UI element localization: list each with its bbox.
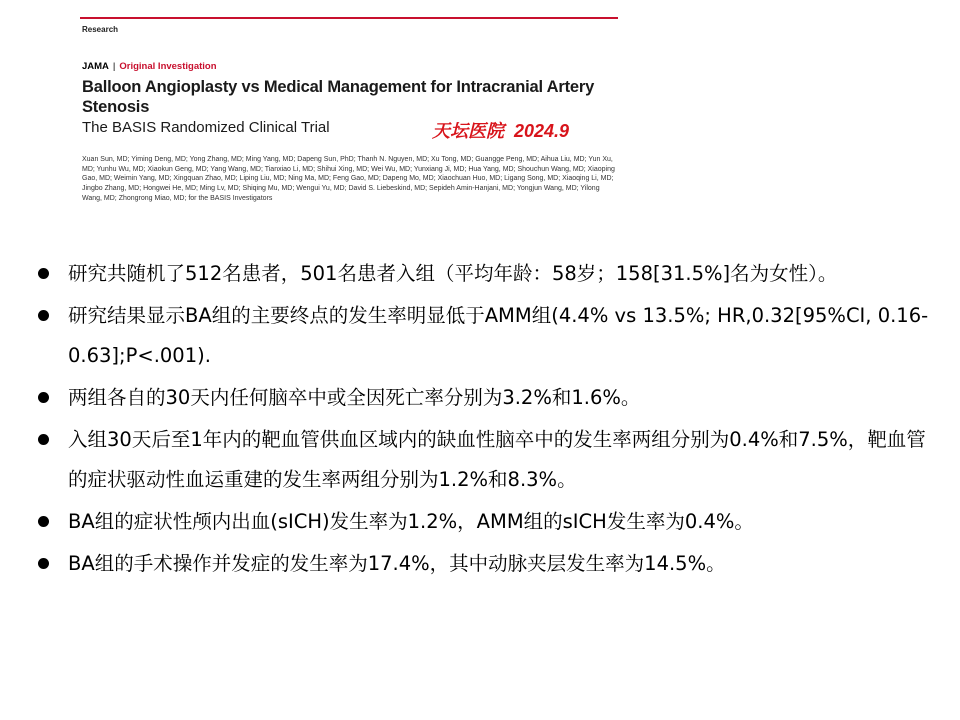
findings-list (36, 254, 936, 586)
header-red-rule (80, 17, 618, 19)
article-type: Original Investigation (119, 61, 217, 72)
finding-text: 研究结果显示BA组的主要终点的发生率明显低于AMM组(4.4% vs 13.5%; HR,0.32[95%CI, 0.16-0.63];P<.001). (68, 304, 929, 367)
bullet-icon (38, 268, 49, 279)
journal-separator: | (112, 61, 116, 72)
section-label: Research (82, 25, 119, 34)
finding-item (36, 544, 936, 584)
finding-item (36, 254, 936, 294)
finding-item (36, 420, 936, 500)
finding-item (36, 296, 936, 376)
paper-title: Balloon Angioplasty vs Medical Management for Intracranial Artery Stenosis (82, 78, 595, 116)
journal-name: JAMA (82, 61, 109, 72)
bullet-icon (38, 558, 49, 569)
annotation-date: 2024.9 (514, 121, 570, 141)
finding-item (36, 378, 936, 418)
bullet-icon (38, 516, 49, 527)
finding-text: 研究共随机了512名患者，501名患者入组（平均年龄：58岁；158[31.5%]名为女性）。 (68, 262, 838, 285)
finding-text: BA组的症状性颅内出血(sICH)发生率为1.2%，AMM组的sICH发生率为0.4%。 (68, 510, 754, 533)
journal-line (82, 61, 217, 72)
hospital-annotation (432, 117, 569, 143)
author-list: Xuan Sun, MD; Yiming Deng, MD; Yong Zhang, MD; Ming Yang, MD; Dapeng Sun, PhD; Thanh N. Nguyen, MD; Xu Tong, MD; Guangge Peng, MD; Aihua Liu, MD; Yun Xu, MD; Yunhu Wu, MD; Xiaokun Geng, MD; Yang Wang, MD; Tianxiao Li, MD; Shihui Xing, MD; Wei Wu, MD; Yunxiang Ji, MD; Hua Yang, MD; Shouchun Wang, MD; Xiaoping Gao, MD; Weimin Yang, MD; Xingquan Zhao, MD; Liping Liu, MD; Ning Ma, MD; Feng Gao, MD; Dapeng Mo, MD; Xiaochuan Huo, MD; Ligang Song, MD; Xiaoqing Li, MD; Jingbo Zhang, MD; Hongwei He, MD; Ming Lv, MD; Shiqing Mu, MD; Wengui Yu, MD; David S. Liebeskind, MD; Sepideh Amin-Hanjani, MD; Yongjun Wang, MD; Yilong Wang, MD; Zhongrong Miao, MD; for the BASIS Investigators (82, 156, 615, 202)
finding-item (36, 502, 936, 542)
paper-subtitle: The BASIS Randomized Clinical Trial (82, 119, 330, 136)
finding-text: 两组各自的30天内任何脑卒中或全因死亡率分别为3.2%和1.6%。 (68, 386, 641, 409)
bullet-icon (38, 310, 49, 321)
bullet-icon (38, 392, 49, 403)
finding-text: BA组的手术操作并发症的发生率为17.4%，其中动脉夹层发生率为14.5%。 (68, 552, 726, 575)
paper-header-image (80, 0, 620, 225)
hospital-name: 天坛医院 (432, 121, 504, 142)
finding-text: 入组30天后至1年内的靶血管供血区域内的缺血性脑卒中的发生率两组分别为0.4%和7.5%，靶血管的症状驱动性血运重建的发生率两组分别为1.2%和8.3%。 (68, 428, 926, 491)
bullet-icon (38, 434, 49, 445)
